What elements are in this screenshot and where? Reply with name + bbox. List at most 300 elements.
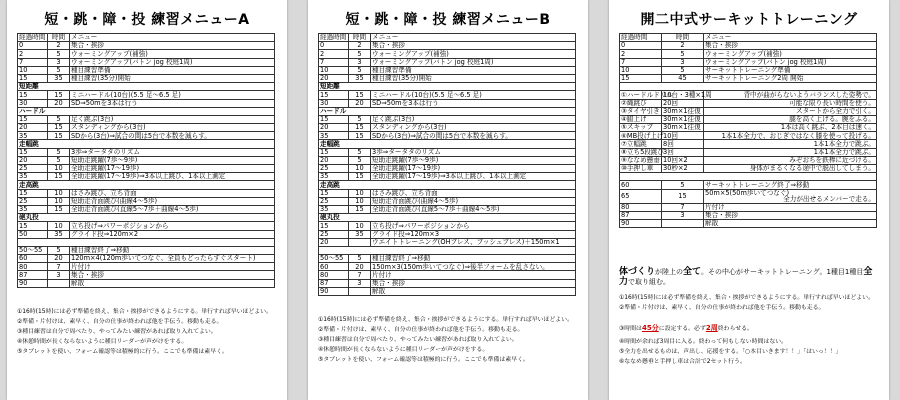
table-cell: 80 [18,263,48,271]
table-cell: 時間 [662,34,704,42]
table-cell: 身体がまるくなる途中で脱出してしまう。 [704,165,877,173]
table-row [18,132,275,140]
table-row [18,66,275,74]
table-cell: 15 [349,124,371,132]
table-cell: 可能な限り長い時間を使う。 [704,99,877,107]
table-row [18,263,275,271]
table-cell: 走幅跳 [18,140,275,148]
table-cell: 集合・挨拶 [704,42,877,50]
table-cell: 15 [18,115,48,123]
table-cell: 50〜55 [319,255,349,263]
table-cell: 10 [48,197,70,205]
table-cell: 15 [349,205,371,213]
table-cell: 5 [48,115,70,123]
note-line: ②準備・片付けは、素早く、自分の仕事が終われば他を手伝う。移動も走る。 [318,327,524,333]
table-cell: 15 [349,91,371,99]
table-cell: 25 [319,230,349,238]
table-cell: グライド投⇒120m×2 [70,230,275,238]
lead-text-part: が陸上の [655,268,684,276]
table-cell: 全助走背面跳び(直線5〜7歩＋曲線4〜5歩) [70,205,275,213]
table-cell: 50 [18,230,48,238]
table-cell: 20 [319,74,349,82]
table-cell: 20回 [662,99,704,107]
table-cell: 10 [349,165,371,173]
table-cell: 20 [319,238,349,246]
table-cell: 全助走跳躍(17〜19歩) [371,165,576,173]
table-cell: 30m×1往復 [662,107,704,115]
table-row [319,66,576,74]
table-cell: 90 [319,287,349,295]
note-text: 終わらせる。 [717,326,753,332]
note-line: ③種目練習は自分で周べたり、やってみたい練習があれば取り入れてよい。 [318,337,518,343]
table-cell: 10回 [662,132,704,140]
table-cell: 短助走背面跳び(曲線4〜5歩) [371,197,576,205]
schedule-table [318,33,576,296]
table-cell: 腿を高く上げる。腕をふる。 [704,115,877,123]
table-row [18,205,275,213]
table-cell: 10 [18,66,48,74]
table-cell: 35 [319,205,349,213]
table-cell: 20 [18,156,48,164]
note-line: ④休憩時間が長くならないように種目リーダーが声がけをする。 [318,347,489,353]
table-cell: 10 [349,197,371,205]
table-row [620,211,877,219]
table-cell: 20 [319,156,349,164]
table-row [18,156,275,164]
table-cell: 25 [18,165,48,173]
menu-text: 集合・挨拶 [705,211,738,220]
table-cell: 10回×2 [662,156,704,164]
table-cell: ⑦立幅跳 [620,140,662,148]
table-cell: 経過時間 [18,34,48,42]
table-cell [319,246,576,254]
table-cell: 走幅跳 [319,140,576,148]
table-row [18,91,275,99]
table-cell: はさみ跳び、立ち背面 [371,189,576,197]
table-row [18,50,275,58]
table-row [319,205,576,213]
table-cell: SDから(3台)⇒試合の間は5台で本数を減らす。 [70,132,275,140]
page-title: 短・跳・障・投 練習メニューB [345,12,551,28]
table-cell: 0 [319,42,349,50]
table-cell: 集合・挨拶 [70,271,275,279]
table-cell: 15 [18,74,48,82]
table-cell: 7 [662,203,704,211]
table-cell: 15 [319,115,349,123]
table-row [319,238,576,246]
table-row [319,279,576,287]
table-cell: 立ち投げ⇒パワーポジションから [70,222,275,230]
table-cell: 5 [48,50,70,58]
note-line: ②準備・片付けは、素早く、自分の仕事が終われば他を手伝う。移動も走る。 [17,319,223,325]
table-cell: 5 [662,66,704,74]
lead-text-part: で取り組む。 [628,277,671,286]
page-title: 開二中式サーキットトレーニング [640,12,858,28]
table-cell: 15 [48,91,70,99]
note-line: ⑤全力を出せるものは、声出し、応援をする。「○本目いきます！！」「はいっ！！」 [619,349,842,355]
section-row [18,214,275,222]
table-cell: 15 [319,148,349,156]
table-cell: 2 [349,42,371,50]
circuit-row [620,124,877,132]
table-cell [349,287,371,295]
table-cell: メニュー [70,34,275,42]
table-cell: 65 [620,189,662,203]
table-row [18,230,275,238]
table-cell: 15 [18,222,48,230]
section-row [319,107,576,115]
table-cell: 35 [319,132,349,140]
table-cell: ⑨ななめ懸垂 [621,156,660,165]
table-cell: 集合・挨拶 [70,42,275,50]
table-cell: 10 [319,66,349,74]
note-time [619,324,881,334]
page-title: 短・跳・障・投 練習メニューA [44,12,250,28]
table-cell [18,238,275,246]
table-cell [662,220,704,228]
table-cell: 10 [620,66,662,74]
table-cell: 3歩⇒タータタのリズム [70,148,275,156]
table-row [319,132,576,140]
table-cell: 10 [48,222,70,230]
table-cell: 1本は高く跳ぶ、2本目は速く。 [704,124,877,132]
table-cell: 5 [48,156,70,164]
table-cell: 0 [18,42,48,50]
table-cell: 種目練習(35分)開始 [371,74,576,82]
table-row [18,58,275,66]
table-cell: スタンディングから(3台) [371,124,576,132]
section-row [319,214,576,222]
table-cell: 25 [319,165,349,173]
table-cell: 砲丸投 [18,214,275,222]
note-line: ⑤タブレットを使い、フォーム確認等は積極的に行う。ここでも準備は素早く。 [17,349,228,355]
table-row [18,255,275,263]
table-cell: 走高跳 [18,181,275,189]
table-cell: 時間 [48,34,70,42]
table-cell: 2 [662,42,704,50]
lead-emphasis: 体づくり [619,267,656,277]
table-header-row [620,34,877,42]
table-cell: 87 [620,211,662,219]
table-cell: ウォーミングアップ(バトン jog 校庭1周) [704,58,877,66]
table-cell: 8回 [662,140,704,148]
section-row [319,140,576,148]
table-row [18,99,275,107]
note-emphasis: 45分 [641,324,659,332]
table-cell: SD⇒50mを3本は行う [371,99,576,107]
table-cell: 種目練習終了⇒移動 [371,255,576,263]
note-line: ①16時(15時)には必ず準備を終え、集合・挨拶ができるようにする。単行すれば早いほどよい。 [318,317,573,323]
table-cell: 15 [48,173,70,181]
table-cell: 全助走跳躍(17〜19歩)⇒3本以上跳び、1本以上測定 [70,173,275,181]
lead-emphasis: 全て [683,267,702,277]
table-row [319,271,576,279]
circuit-row [620,140,877,148]
table-cell: 30m×1往復 [662,124,704,132]
table-cell: 60 [620,181,662,189]
table-cell: 35 [48,74,70,82]
table-cell: 30 [18,99,48,107]
table-cell: 35 [18,173,48,181]
table-row [319,50,576,58]
table-cell: 20 [319,124,349,132]
table-cell: 3歩⇒タータタのリズム [371,148,576,156]
table-row [319,74,576,82]
table-cell: 15 [662,189,704,203]
lead-text-part: 。その中心がサーキットトレーニング。1種目1種目 [701,268,864,276]
table-cell: 2 [620,50,662,58]
table-cell: 集合・挨拶 [371,279,576,287]
table-cell: 15 [349,132,371,140]
table-cell: ②縄跳び [620,99,662,107]
table-cell: 80 [620,203,662,211]
table-row [319,99,576,107]
page-menu-a [7,0,287,400]
table-cell: 時間 [349,34,371,42]
circuit-row [620,132,877,140]
table-cell: 45 [662,74,704,82]
table-cell: スタートから全力で引く。 [704,107,877,115]
table-row [620,203,877,211]
table-row [18,279,275,287]
section-row [319,246,576,254]
table-row [319,124,576,132]
table-cell: 片付け [371,271,576,279]
table-cell: グライド投⇒120m×3 [371,230,576,238]
table-cell [620,173,877,181]
table-cell: ウォーミングアップ(バトン jog 校庭1周) [70,58,275,66]
table-cell: ⑧立ち5段跳び [621,147,665,156]
table-cell: ミニハードル(10台)(5.5 足〜6.5 足) [371,91,576,99]
table-cell: 2 [18,50,48,58]
table-cell: 足く跳ぶ(3台) [70,115,275,123]
table-header-row [319,34,576,42]
table-cell: 35 [18,132,48,140]
table-cell: 立ち投げ⇒パワーポジションから [371,222,576,230]
table-cell: ウォーミングアップ(補強) [704,50,877,58]
table-cell: 50〜55 [18,246,48,254]
table-cell: 5 [349,115,371,123]
table-cell: 15 [48,205,70,213]
table-cell: ⑥MB投げ上げ [621,131,664,140]
table-cell: ウォーミングアップ(補強) [371,50,576,58]
table-cell: 1本1本全力で跳ぶ。 [704,140,877,148]
table-cell: ⑩手押し車 [620,165,662,173]
note-line: ②準備・片付けは、素早く、自分の仕事が終われば他を手伝う。移動も走る。 [619,305,825,311]
table-cell: ①ハードルドリル [621,90,674,99]
table-cell: ③タイヤ引き [621,106,660,115]
table-cell: 15 [18,91,48,99]
table-cell: 25 [319,197,349,205]
table-cell: 5 [48,246,70,254]
table-cell: 5 [349,255,371,263]
table-cell: 60 [319,263,349,271]
table-cell: 5 [48,66,70,74]
menu-text: サーキットトレーニング終了⇒移動 [705,180,810,189]
table-cell: 10 [349,222,371,230]
table-cell: 3 [662,211,704,219]
blank-row [620,83,877,91]
table-cell: 経過時間 [620,34,662,42]
table-header-row [18,34,275,42]
section-row [18,140,275,148]
lead-text [619,268,881,287]
table-cell: 80 [319,271,349,279]
table-row [18,74,275,82]
section-row [18,238,275,246]
table-cell: 3 [349,58,371,66]
table-cell: 5 [48,148,70,156]
table-cell: SDから(3台)⇒試合の間は5台で本数を減らす。 [371,132,576,140]
table-cell: 30秒×2 [662,165,704,173]
table-cell: 120m×4(120m歩いてつなぐ、全員もどったらすぐスタート) [70,255,275,263]
table-cell: 足く跳ぶ(3台) [371,115,576,123]
table-row [18,222,275,230]
table-cell: 5 [349,156,371,164]
table-row [319,91,576,99]
note-line: ⑤タブレットを使い、フォーム確認等は積極的に行う。ここでも準備は素早く。 [318,357,529,363]
table-cell: 種目練習(35分)開始 [70,74,275,82]
table-cell: 解散 [371,287,576,295]
table-cell: 5 [349,50,371,58]
table-cell: 1本1本全力で、おじぎではなく膝を使って投げる。 [704,132,877,140]
table-cell: サーキットトレーニング準備 [704,66,877,74]
table-cell: 短助走跳躍(7歩〜9歩) [371,156,576,164]
menu-note: 全力が出せるメンバーで走る。 [783,195,875,204]
table-cell: 解散 [70,279,275,287]
table-row [18,271,275,279]
table-cell: 20 [349,99,371,107]
table-cell [620,83,877,91]
table-row [620,50,877,58]
table-cell: 3 [48,271,70,279]
table-cell: 15 [319,189,349,197]
table-row [18,173,275,181]
table-cell: 5 [349,148,371,156]
table-cell: 背中が曲がらないようバランスした姿勢で。 [704,91,877,99]
table-cell: 10 [349,189,371,197]
table-cell: 150m×3(150m歩いてつなぐ)⇒後半フォームを乱さない。 [371,263,576,271]
menu-text: 片付け [705,203,725,212]
table-cell: 全助走跳躍(17〜19歩) [70,165,275,173]
table-cell: 3回 [662,148,704,156]
table-cell: 全助走跳躍(17〜19歩)⇒3本以上跳び、1本以上測定 [371,173,576,181]
table-cell [704,211,877,219]
table-cell: 種目練習準備 [371,66,576,74]
table-cell: 15 [18,148,48,156]
note-line: ①16時(15時)には必ず準備を終え、集合・挨拶ができるようにする。単行すれば早いほどよい。 [619,295,874,301]
section-row [18,181,275,189]
table-cell [704,189,877,203]
table-cell: 集合・挨拶 [371,42,576,50]
table-cell: メニュー [704,34,877,42]
table-cell [704,220,877,228]
table-row [620,74,877,82]
table-cell: 15 [319,91,349,99]
table-cell: 片付け [70,263,275,271]
table-row [319,148,576,156]
table-cell: 60 [18,255,48,263]
section-row [319,181,576,189]
table-cell: 3 [349,279,371,287]
table-cell: 35 [18,205,48,213]
section-row [18,107,275,115]
table-cell: 87 [18,271,48,279]
table-cell: 2 [48,42,70,50]
table-cell: 7 [620,58,662,66]
note-line: ④時間が余れば3周目に入る。終わって何もしない時間はない。 [619,339,788,345]
circuit-table [619,33,877,228]
table-cell [349,238,371,246]
table-cell: 3 [48,58,70,66]
lead-emphasis: 全力 [619,267,873,287]
table-cell: 7 [48,263,70,271]
schedule-table [17,33,275,288]
table-row [620,42,877,50]
table-cell: 20 [48,255,70,263]
table-cell: 短距離 [18,83,275,91]
table-cell: 15 [620,74,662,82]
table-row [620,220,877,228]
menu-text: 50m×5(50m歩いてつなぐ) [705,188,790,197]
table-row [319,58,576,66]
table-cell: ウォーミングアップ(バトン jog 校庭1周) [371,58,576,66]
table-row [319,156,576,164]
table-row [18,124,275,132]
table-row [319,42,576,50]
table-cell: 7 [319,58,349,66]
table-cell: 90 [18,279,48,287]
table-cell: 30m×1往復 [662,115,704,123]
table-cell: ウォーミングアップ(補強) [70,50,275,58]
table-cell: 15 [349,173,371,181]
note-line: ⑥ななめ懸垂と手押し車は合計で2セット行う。 [619,359,746,365]
table-cell: 10 [48,189,70,197]
table-cell: 2 [319,50,349,58]
table-cell: 10台・3種×1周 [663,90,712,99]
table-cell: スタンディングから(3台) [70,124,275,132]
note-emphasis: 2周 [705,324,718,332]
page-circuit [609,0,889,400]
table-cell: 15 [319,222,349,230]
table-cell: サーキットトレーニング2周 開始 [704,74,877,82]
menu-text: 解散 [705,219,719,228]
table-cell: 20 [349,263,371,271]
table-cell: 短助走跳躍(7歩〜9歩) [70,156,275,164]
table-cell: 20 [48,99,70,107]
table-cell: 種目練習終了⇒移動 [70,246,275,254]
page-menu-b [308,0,588,400]
table-cell: 7 [18,58,48,66]
table-cell: 15 [48,132,70,140]
table-cell: ⑤スキップ [620,124,662,132]
table-cell [48,279,70,287]
table-cell: 30 [319,99,349,107]
table-cell: 35 [349,74,371,82]
table-cell: 15 [48,124,70,132]
table-cell: ハードル [319,107,576,115]
table-row [18,115,275,123]
table-cell: ウエイトトレーニング(OHプレス、プッシュプレス)＋150m×1 [371,238,576,246]
table-cell: 15 [18,189,48,197]
table-cell: 35 [349,230,371,238]
table-cell: 90 [620,220,662,228]
table-row [319,230,576,238]
table-cell: 5 [662,181,704,189]
note-text: に設定する。必ず [658,326,706,332]
table-cell: 種目練習準備 [70,66,275,74]
table-cell: みぞおちを鉄棒に近づける。 [704,156,877,164]
